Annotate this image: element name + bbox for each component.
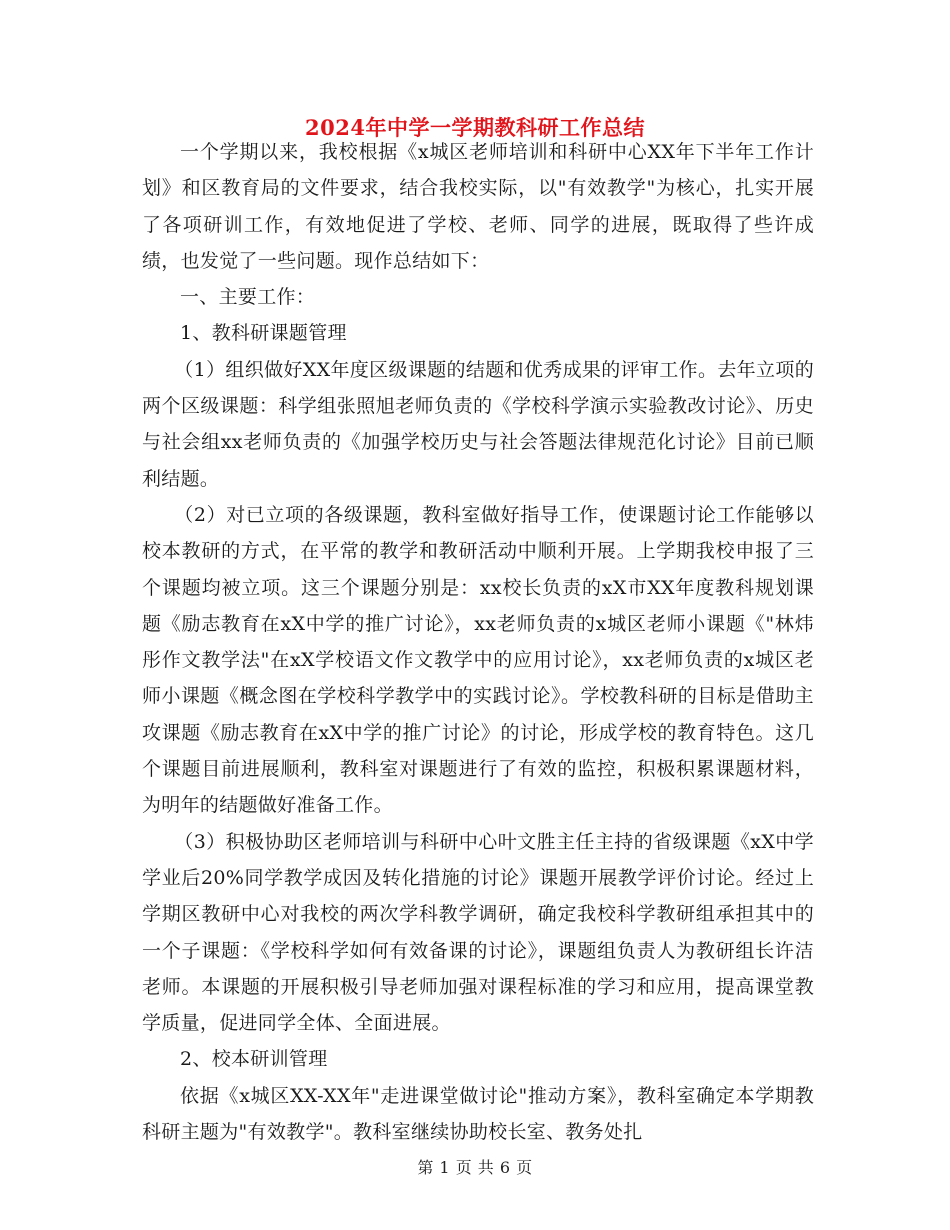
paragraph-intro: 一个学期以来，我校根据《x城区老师培训和科研中心XX年下半年工作计划》和区教育局的文件要求，结合我校实际，以"有效教学"为核心，扎实开展了各项研训工作，有效地促进了学校、老师、同学的进展，既取得了些许成绩，也发觉了一些问题。现作总结如下： bbox=[142, 141, 814, 272]
document-body bbox=[142, 134, 814, 1150]
paragraph-item-3: （3）积极协助区老师培训与科研中心叶文胜主任主持的省级课题《xX中学学业后20%同学教学成因及转化措施的讨论》课题开展教学评价讨论。经过上学期区教研中心对我校的两次学科教学调研，确定我校科学教研组承担其中的一个子课题：《学校科学如何有效备课的讨论》，课题组负责人为教研组长许洁老师。本课题的开展积极引导老师加强对课程标准的学习和应用，提高课堂教学质量，促进同学全体、全面进展。 bbox=[142, 830, 814, 1035]
heading-school-training: 2、校本研训管理 bbox=[180, 1048, 328, 1071]
paragraph-item-1: （1）组织做好XX年度区级课题的结题和优秀成果的评审工作。去年立项的两个区级课题：科学组张照旭老师负责的《学校科学演示实验教改讨论》、历史与社会组xx老师负责的《加强学校历史与社会答题法律规范化讨论》目前已顺利结题。 bbox=[142, 358, 814, 490]
paragraph-item-2: （2）对已立项的各级课题，教科室做好指导工作，使课题讨论工作能够以校本教研的方式，在平常的教学和教研活动中顺利开展。上学期我校申报了三个课题均被立项。这三个课题分别是：xx校长负责的xX市XX年度教科规划课题《励志教育在xX中学的推广讨论》，xx老师负责的x城区老师小课题《"林炜彤作文教学法"在xX学校语文作文教学中的应用讨论》，xx老师负责的x城区老师小课题《概念图在学校科学教学中的实践讨论》。学校教科研的目标是借助主攻课题《励志教育在xX中学的推广讨论》的讨论，形成学校的教育特色。这几个课题目前进展顺利，教科室对课题进行了有效的监控，积极积累课题材料，为明年的结题做好准备工作。 bbox=[142, 503, 814, 817]
paragraph-training: 依据《x城区XX-XX年"走进课堂做讨论"推动方案》，教科室确定本学期教科研主题为"有效教学"。教科室继续协助校长室、教务处扎 bbox=[142, 1084, 814, 1144]
heading-main-work: 一、主要工作： bbox=[180, 286, 316, 309]
document-title: 2024年中学一学期教科研工作总结 bbox=[305, 115, 645, 140]
heading-research-management: 1、教科研课题管理 bbox=[180, 322, 347, 345]
page-footer: 第 1 页 共 6 页 bbox=[417, 1158, 533, 1177]
